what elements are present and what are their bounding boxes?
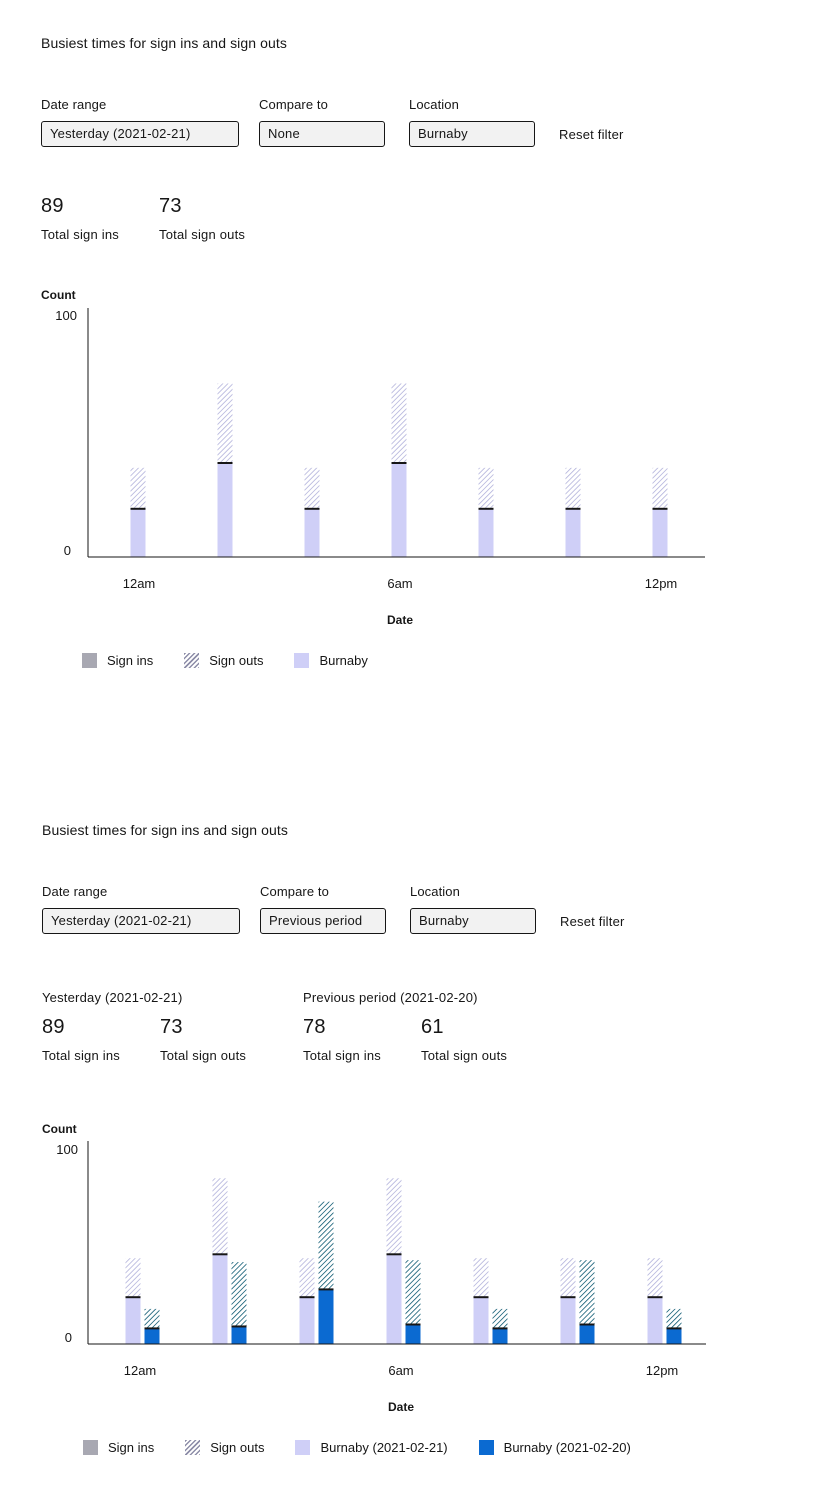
bar-sign-ins <box>392 463 407 557</box>
bar-sign-outs <box>580 1260 595 1324</box>
bar-sign-ins <box>213 1254 228 1344</box>
bar-sign-outs <box>387 1178 402 1254</box>
bar-sign-ins <box>126 1297 141 1344</box>
legend-item-burnaby[interactable] <box>294 653 367 668</box>
panel-title: Busiest times for sign ins and sign outs <box>42 822 289 838</box>
bar-sign-outs <box>392 383 407 463</box>
previous-sign-ins-label: Total sign ins <box>303 1048 381 1063</box>
y-axis-title: Count <box>42 1122 77 1136</box>
location-label: Location <box>410 884 460 899</box>
current-sign-outs-value: 73 <box>160 1016 183 1038</box>
panel-title: Busiest times for sign ins and sign outs <box>41 35 288 51</box>
compare-to-select[interactable]: Previous period <box>260 908 386 934</box>
x-tick-12am: 12am <box>123 1363 157 1378</box>
bar-sign-ins <box>474 1297 489 1344</box>
date-range-select[interactable]: Yesterday (2021-02-21) <box>42 908 240 934</box>
bar-sign-ins <box>145 1328 160 1344</box>
x-tick-12pm: 12pm <box>645 1363 679 1378</box>
bar-sign-ins <box>561 1297 576 1344</box>
current-sign-outs-label: Total sign outs <box>160 1048 247 1063</box>
bar-sign-outs <box>319 1202 334 1290</box>
y-axis-title: Count <box>41 288 76 302</box>
bar-sign-outs <box>232 1262 247 1326</box>
bar-sign-ins <box>131 509 146 557</box>
legend-label: Sign ins <box>108 1440 155 1455</box>
x-axis-title: Date <box>386 613 414 627</box>
legend-swatch <box>479 1440 494 1455</box>
reset-filter-link[interactable]: Reset filter <box>560 914 625 929</box>
compare-to-select[interactable]: None <box>259 121 385 147</box>
y-tick-min: 0 <box>64 1330 72 1345</box>
bar-sign-outs <box>300 1258 315 1297</box>
bar-sign-outs <box>561 1258 576 1297</box>
previous-period-label: Previous period (2021-02-20) <box>303 990 478 1005</box>
date-range-label: Date range <box>41 97 107 112</box>
bar-sign-ins <box>667 1328 682 1344</box>
bar-sign-ins <box>300 1297 315 1344</box>
bar-sign-outs <box>406 1260 421 1324</box>
current-sign-ins-value: 89 <box>42 1016 65 1038</box>
legend-swatch <box>295 1440 310 1455</box>
chart-legend <box>83 1440 662 1455</box>
current-sign-ins-label: Total sign ins <box>42 1048 120 1063</box>
total-sign-ins-label: Total sign ins <box>41 227 119 242</box>
chart-legend <box>82 653 399 668</box>
location-label: Location <box>409 97 459 112</box>
bar-sign-outs <box>648 1258 663 1297</box>
previous-sign-outs-value: 61 <box>421 1016 444 1038</box>
bar-sign-outs <box>131 468 146 509</box>
bar-sign-ins <box>319 1289 334 1344</box>
legend-swatch <box>82 653 97 668</box>
legend-item-sign-outs[interactable] <box>185 1440 264 1455</box>
legend-swatch <box>83 1440 98 1455</box>
bar-sign-ins <box>566 509 581 557</box>
bar-sign-ins <box>387 1254 402 1344</box>
x-tick-12am: 12am <box>122 576 156 591</box>
bar-sign-outs <box>126 1258 141 1297</box>
total-sign-ins-value: 89 <box>41 195 64 217</box>
y-tick-max: 100 <box>55 308 77 323</box>
legend-label: Sign ins <box>107 653 154 668</box>
legend-label: Burnaby <box>319 653 368 668</box>
bar-sign-outs <box>218 383 233 463</box>
bar-sign-outs <box>566 468 581 509</box>
compare-to-label: Compare to <box>259 97 328 112</box>
bar-sign-outs <box>145 1309 160 1329</box>
bar-sign-outs <box>493 1309 508 1329</box>
legend-swatch <box>184 653 199 668</box>
location-select[interactable]: Burnaby <box>409 121 535 147</box>
y-tick-max: 100 <box>56 1142 78 1157</box>
compare-to-label: Compare to <box>260 884 329 899</box>
legend-item-sign-outs[interactable] <box>184 653 263 668</box>
date-range-select[interactable]: Yesterday (2021-02-21) <box>41 121 239 147</box>
x-tick-12pm: 12pm <box>644 576 678 591</box>
date-range-label: Date range <box>42 884 108 899</box>
bar-chart <box>0 0 831 600</box>
bar-sign-outs <box>667 1309 682 1329</box>
previous-sign-outs-label: Total sign outs <box>421 1048 508 1063</box>
bar-sign-outs <box>474 1258 489 1297</box>
bar-sign-ins <box>653 509 668 557</box>
bar-sign-ins <box>493 1328 508 1344</box>
reset-filter-link[interactable]: Reset filter <box>559 127 624 142</box>
total-sign-outs-label: Total sign outs <box>159 227 246 242</box>
legend-item-sign-ins[interactable] <box>82 653 153 668</box>
legend-item-burnaby-current[interactable] <box>295 1440 447 1455</box>
busiest-times-compare-panel <box>0 787 831 1493</box>
legend-label: Burnaby (2021-02-20) <box>503 1440 631 1455</box>
bar-sign-ins <box>648 1297 663 1344</box>
legend-label: Sign outs <box>209 653 264 668</box>
legend-item-sign-ins[interactable] <box>83 1440 154 1455</box>
bar-sign-ins <box>305 509 320 557</box>
bar-sign-ins <box>479 509 494 557</box>
legend-swatch <box>294 653 309 668</box>
previous-sign-ins-value: 78 <box>303 1016 326 1038</box>
legend-swatch <box>185 1440 200 1455</box>
y-tick-min: 0 <box>63 543 71 558</box>
x-tick-6am: 6am <box>388 1363 414 1378</box>
location-select[interactable]: Burnaby <box>410 908 536 934</box>
bar-sign-ins <box>406 1325 421 1345</box>
comparison-bar-chart <box>0 787 831 1387</box>
bar-sign-outs <box>305 468 320 509</box>
x-axis-title: Date <box>387 1400 415 1414</box>
x-tick-6am: 6am <box>387 576 413 591</box>
bar-sign-outs <box>479 468 494 509</box>
legend-label: Burnaby (2021-02-21) <box>320 1440 448 1455</box>
current-period-label: Yesterday (2021-02-21) <box>42 990 183 1005</box>
total-sign-outs-value: 73 <box>159 195 182 217</box>
legend-label: Sign outs <box>210 1440 265 1455</box>
bar-sign-outs <box>653 468 668 509</box>
bar-sign-ins <box>218 463 233 557</box>
bar-sign-outs <box>213 1178 228 1254</box>
legend-item-burnaby-previous[interactable] <box>479 1440 631 1455</box>
bar-sign-ins <box>232 1326 247 1344</box>
bar-sign-ins <box>580 1325 595 1345</box>
